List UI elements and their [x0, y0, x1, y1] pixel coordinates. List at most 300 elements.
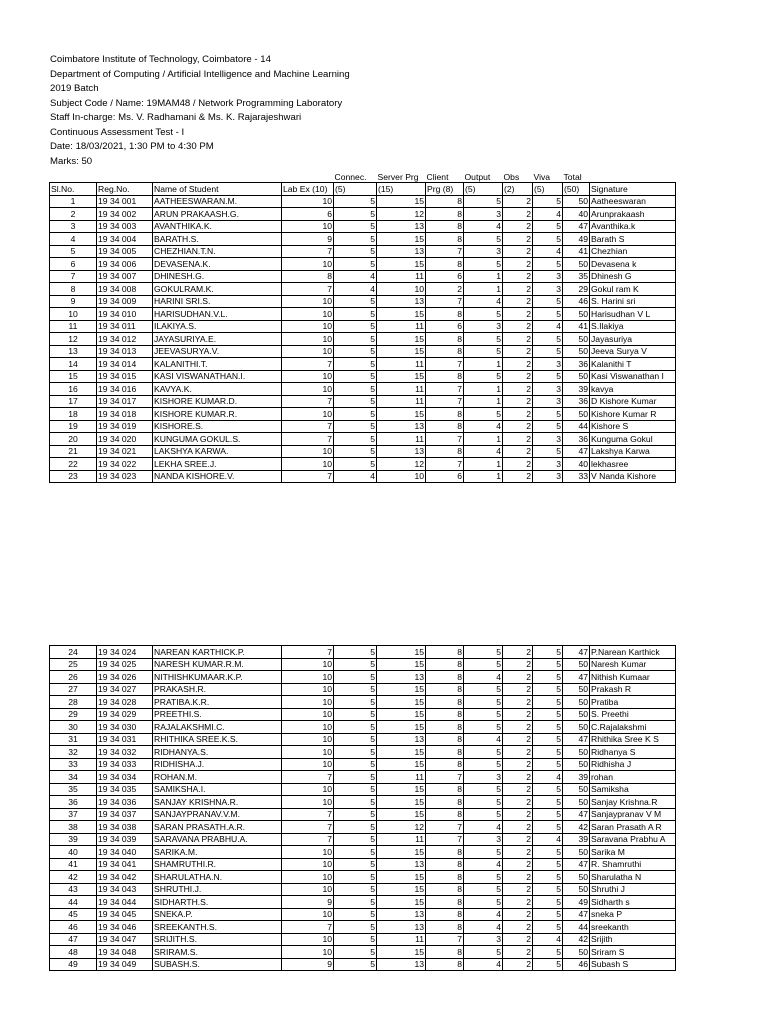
student-row [50, 345, 676, 358]
output-cell: 5 [464, 721, 503, 734]
obs-cell: 2 [503, 208, 533, 221]
sl-no-cell: 6 [50, 258, 97, 271]
student-row [50, 846, 676, 859]
output-cell: 4 [464, 295, 503, 308]
sl-no-cell: 39 [50, 833, 97, 846]
viva-cell: 5 [533, 220, 563, 233]
reg-no-cell: 19 34 017 [97, 395, 153, 408]
header-server-prg: Server Prg [377, 173, 419, 182]
viva-cell: 5 [533, 883, 563, 896]
signature-cell: Kasi Viswanathan I [590, 370, 676, 383]
signature-cell: D Kishore Kumar [590, 395, 676, 408]
connec-cell: 5 [334, 771, 377, 784]
client-prg-cell: 8 [426, 946, 464, 959]
student-name-cell: CHEZHIAN.T.N. [153, 245, 282, 258]
test-line: Continuous Assessment Test - I [50, 126, 185, 138]
signature-cell: Ridhisha J [590, 758, 676, 771]
sl-no-cell: 38 [50, 821, 97, 834]
viva-cell: 5 [533, 295, 563, 308]
viva-cell: 5 [533, 370, 563, 383]
obs-cell: 2 [503, 258, 533, 271]
lab-ex-cell: 10 [282, 333, 334, 346]
student-name-cell: SNEKA.P. [153, 908, 282, 921]
total-cell: 50 [563, 408, 590, 421]
student-row [50, 808, 676, 821]
connec-cell: 5 [334, 808, 377, 821]
server-prg-cell: 15 [377, 683, 426, 696]
viva-cell: 5 [533, 646, 563, 659]
viva-cell: 5 [533, 796, 563, 809]
reg-no-cell: 19 34 007 [97, 270, 153, 283]
server-prg-cell: 13 [377, 220, 426, 233]
signature-cell: Jayasuriya [590, 333, 676, 346]
viva-cell: 5 [533, 896, 563, 909]
client-prg-cell: 8 [426, 708, 464, 721]
student-row [50, 746, 676, 759]
viva-cell: 3 [533, 270, 563, 283]
client-prg-cell: 8 [426, 921, 464, 934]
student-row [50, 370, 676, 383]
connec-cell: 5 [334, 320, 377, 333]
connec-cell: 5 [334, 308, 377, 321]
student-name-cell: SUBASH.S. [153, 958, 282, 971]
server-prg-cell: 15 [377, 345, 426, 358]
viva-cell: 5 [533, 696, 563, 709]
reg-no-cell: 19 34 011 [97, 320, 153, 333]
obs-cell: 2 [503, 658, 533, 671]
marks-line: Marks: 50 [50, 155, 93, 167]
obs-cell: 2 [503, 746, 533, 759]
lab-ex-cell: 7 [282, 433, 334, 446]
obs-cell: 2 [503, 683, 533, 696]
viva-cell: 4 [533, 771, 563, 784]
client-prg-cell: 7 [426, 295, 464, 308]
server-prg-cell: 12 [377, 208, 426, 221]
student-row [50, 796, 676, 809]
total-cell: 39 [563, 383, 590, 396]
student-name-cell: NAREAN KARTHICK.P. [153, 646, 282, 659]
total-cell: 47 [563, 445, 590, 458]
sl-no-cell: 3 [50, 220, 97, 233]
obs-cell: 2 [503, 921, 533, 934]
student-row [50, 258, 676, 271]
signature-cell: Dhinesh G [590, 270, 676, 283]
server-prg-cell: 15 [377, 883, 426, 896]
student-name-cell: LAKSHYA KARWA. [153, 445, 282, 458]
obs-cell: 2 [503, 646, 533, 659]
obs-cell: 2 [503, 946, 533, 959]
lab-ex-cell: 7 [282, 771, 334, 784]
output-cell: 5 [464, 658, 503, 671]
output-cell: 5 [464, 258, 503, 271]
total-cell: 47 [563, 808, 590, 821]
reg-no-cell: 19 34 021 [97, 445, 153, 458]
reg-no-cell: 19 34 038 [97, 821, 153, 834]
sl-no-cell: 12 [50, 333, 97, 346]
student-row [50, 733, 676, 746]
reg-no-cell: 19 34 049 [97, 958, 153, 971]
reg-no-cell: 19 34 044 [97, 896, 153, 909]
sl-no-cell: 15 [50, 370, 97, 383]
sl-no-cell: 5 [50, 245, 97, 258]
server-prg-cell: 11 [377, 771, 426, 784]
obs-cell: 2 [503, 245, 533, 258]
sl-no-cell: 21 [50, 445, 97, 458]
connec-cell: 5 [334, 846, 377, 859]
viva-cell: 5 [533, 946, 563, 959]
total-cell: 41 [563, 320, 590, 333]
sl-no-cell: 9 [50, 295, 97, 308]
header-reg-no: Reg.No. [97, 183, 153, 196]
viva-cell: 3 [533, 470, 563, 483]
client-prg-cell: 8 [426, 783, 464, 796]
lab-ex-cell: 7 [282, 395, 334, 408]
lab-ex-cell: 10 [282, 733, 334, 746]
student-name-cell: RAJALAKSHMI.C. [153, 721, 282, 734]
total-cell: 44 [563, 921, 590, 934]
client-prg-cell: 8 [426, 208, 464, 221]
signature-cell: Naresh Kumar [590, 658, 676, 671]
obs-cell: 2 [503, 345, 533, 358]
header-reg-no [97, 173, 153, 183]
client-prg-cell: 7 [426, 833, 464, 846]
total-cell: 50 [563, 721, 590, 734]
student-name-cell: LEKHA SREE.J. [153, 458, 282, 471]
lab-ex-cell: 7 [282, 808, 334, 821]
server-prg-cell: 11 [377, 395, 426, 408]
server-prg-cell: 15 [377, 333, 426, 346]
connec-cell: 5 [334, 871, 377, 884]
student-row [50, 946, 676, 959]
student-row [50, 758, 676, 771]
column-header-row [50, 183, 676, 196]
signature-cell: Gokul ram K [590, 283, 676, 296]
obs-cell: 2 [503, 233, 533, 246]
total-cell: 42 [563, 933, 590, 946]
server-prg-cell: 15 [377, 708, 426, 721]
client-prg-cell: 8 [426, 958, 464, 971]
lab-ex-cell: 10 [282, 445, 334, 458]
output-cell: 5 [464, 696, 503, 709]
obs-cell: 2 [503, 958, 533, 971]
student-row [50, 783, 676, 796]
connec-cell: 5 [334, 696, 377, 709]
signature-cell: V Nanda Kishore [590, 470, 676, 483]
client-prg-cell: 7 [426, 771, 464, 784]
reg-no-cell: 19 34 013 [97, 345, 153, 358]
connec-cell: 5 [334, 796, 377, 809]
marks-table-page-1 [49, 173, 676, 483]
student-name-cell: GOKULRAM.K. [153, 283, 282, 296]
obs-cell: 2 [503, 808, 533, 821]
reg-no-cell: 19 34 022 [97, 458, 153, 471]
header-client-prg: Client [426, 173, 449, 182]
server-prg-cell: 15 [377, 946, 426, 959]
lab-ex-cell: 10 [282, 696, 334, 709]
reg-no-cell: 19 34 015 [97, 370, 153, 383]
total-cell: 49 [563, 233, 590, 246]
obs-cell: 2 [503, 470, 533, 483]
header-signature: Signature [590, 183, 676, 196]
sl-no-cell: 46 [50, 921, 97, 934]
signature-cell: Samiksha [590, 783, 676, 796]
server-prg-cell: 13 [377, 733, 426, 746]
student-name-cell: RIDHISHA.J. [153, 758, 282, 771]
connec-cell: 5 [334, 245, 377, 258]
lab-ex-cell: 10 [282, 871, 334, 884]
total-cell: 50 [563, 846, 590, 859]
obs-cell: 2 [503, 708, 533, 721]
reg-no-cell: 19 34 030 [97, 721, 153, 734]
student-row [50, 433, 676, 446]
student-row [50, 821, 676, 834]
sl-no-cell: 16 [50, 383, 97, 396]
sl-no-cell: 32 [50, 746, 97, 759]
student-row [50, 220, 676, 233]
total-cell: 47 [563, 220, 590, 233]
server-prg-cell: 15 [377, 370, 426, 383]
connec-cell: 5 [334, 295, 377, 308]
batch-line: 2019 Batch [50, 83, 99, 94]
total-cell: 50 [563, 746, 590, 759]
signature-cell: Srijith [590, 933, 676, 946]
viva-cell: 4 [533, 245, 563, 258]
viva-cell: 5 [533, 858, 563, 871]
student-name-cell: AVANTHIKA.K. [153, 220, 282, 233]
output-cell: 3 [464, 245, 503, 258]
total-cell: 44 [563, 420, 590, 433]
total-cell: 46 [563, 295, 590, 308]
obs-cell: 2 [503, 270, 533, 283]
client-prg-cell: 7 [426, 933, 464, 946]
server-prg-cell: 10 [377, 470, 426, 483]
client-prg-cell: 8 [426, 445, 464, 458]
server-prg-cell: 11 [377, 358, 426, 371]
header-viva: Viva [533, 173, 551, 182]
client-prg-cell: 8 [426, 671, 464, 684]
student-name-cell: PREETHI.S. [153, 708, 282, 721]
sl-no-cell: 4 [50, 233, 97, 246]
reg-no-cell: 19 34 042 [97, 871, 153, 884]
obs-cell: 2 [503, 383, 533, 396]
student-row [50, 683, 676, 696]
reg-no-cell: 19 34 012 [97, 333, 153, 346]
reg-no-cell: 19 34 019 [97, 420, 153, 433]
student-row [50, 858, 676, 871]
reg-no-cell: 19 34 002 [97, 208, 153, 221]
connec-cell: 5 [334, 908, 377, 921]
viva-cell: 5 [533, 345, 563, 358]
sl-no-cell: 28 [50, 696, 97, 709]
obs-cell: 2 [503, 733, 533, 746]
student-name-cell: HARISUDHAN.V.L. [153, 308, 282, 321]
lab-ex-cell: 10 [282, 408, 334, 421]
sl-no-cell: 17 [50, 395, 97, 408]
student-name-cell: KALANITHI.T. [153, 358, 282, 371]
lab-ex-cell: 10 [282, 758, 334, 771]
obs-cell: 2 [503, 370, 533, 383]
sl-no-cell: 26 [50, 671, 97, 684]
output-cell: 5 [464, 333, 503, 346]
student-row [50, 233, 676, 246]
lab-ex-cell: 10 [282, 858, 334, 871]
output-cell: 1 [464, 458, 503, 471]
obs-cell: 2 [503, 358, 533, 371]
client-prg-cell: 8 [426, 258, 464, 271]
student-name-cell: ILAKIYA.S. [153, 320, 282, 333]
client-prg-cell: 8 [426, 420, 464, 433]
reg-no-cell: 19 34 006 [97, 258, 153, 271]
signature-cell: Sharulatha N [590, 871, 676, 884]
output-cell: 5 [464, 871, 503, 884]
total-cell: 36 [563, 395, 590, 408]
lab-ex-cell: 7 [282, 921, 334, 934]
viva-cell: 5 [533, 195, 563, 208]
reg-no-cell: 19 34 023 [97, 470, 153, 483]
signature-cell: S.Ilakiya [590, 320, 676, 333]
client-prg-cell: 8 [426, 333, 464, 346]
obs-cell: 2 [503, 721, 533, 734]
header-obs: Obs [503, 173, 520, 182]
lab-ex-cell: 10 [282, 721, 334, 734]
reg-no-cell: 19 34 014 [97, 358, 153, 371]
obs-cell: 2 [503, 308, 533, 321]
header-obs: (2) [503, 183, 533, 196]
total-cell: 50 [563, 708, 590, 721]
output-cell: 5 [464, 808, 503, 821]
student-row [50, 958, 676, 971]
reg-no-cell: 19 34 041 [97, 858, 153, 871]
student-row [50, 358, 676, 371]
lab-ex-cell: 10 [282, 708, 334, 721]
viva-cell: 4 [533, 320, 563, 333]
header-sl-no [50, 173, 97, 183]
reg-no-cell: 19 34 020 [97, 433, 153, 446]
lab-ex-cell: 10 [282, 783, 334, 796]
viva-cell: 5 [533, 808, 563, 821]
connec-cell: 5 [334, 858, 377, 871]
viva-cell: 5 [533, 708, 563, 721]
server-prg-cell: 15 [377, 195, 426, 208]
client-prg-cell: 8 [426, 696, 464, 709]
reg-no-cell: 19 34 024 [97, 646, 153, 659]
header-lab-ex [282, 173, 334, 183]
viva-cell: 5 [533, 233, 563, 246]
server-prg-cell: 15 [377, 896, 426, 909]
output-cell: 5 [464, 683, 503, 696]
signature-cell: Aatheeswaran [590, 195, 676, 208]
obs-cell: 2 [503, 333, 533, 346]
output-cell: 5 [464, 758, 503, 771]
student-row [50, 208, 676, 221]
sl-no-cell: 40 [50, 846, 97, 859]
client-prg-cell: 7 [426, 821, 464, 834]
viva-cell: 5 [533, 671, 563, 684]
student-row [50, 470, 676, 483]
lab-ex-cell: 10 [282, 908, 334, 921]
student-name-cell: SRIRAM.S. [153, 946, 282, 959]
server-prg-cell: 11 [377, 270, 426, 283]
server-prg-cell: 11 [377, 933, 426, 946]
obs-cell: 2 [503, 871, 533, 884]
sl-no-cell: 42 [50, 871, 97, 884]
header-connec: Connec. [334, 173, 367, 182]
student-name-cell: SRIJITH.S. [153, 933, 282, 946]
signature-cell: Kunguma Gokul [590, 433, 676, 446]
sl-no-cell: 2 [50, 208, 97, 221]
total-cell: 50 [563, 683, 590, 696]
connec-cell: 5 [334, 195, 377, 208]
signature-cell: Subash S [590, 958, 676, 971]
sl-no-cell: 30 [50, 721, 97, 734]
client-prg-cell: 6 [426, 270, 464, 283]
signature-cell: rohan [590, 771, 676, 784]
server-prg-cell: 13 [377, 921, 426, 934]
output-cell: 1 [464, 383, 503, 396]
viva-cell: 5 [533, 683, 563, 696]
lab-ex-cell: 10 [282, 746, 334, 759]
student-name-cell: AATHEESWARAN.M. [153, 195, 282, 208]
lab-ex-cell: 10 [282, 345, 334, 358]
signature-cell: Harisudhan V L [590, 308, 676, 321]
output-cell: 5 [464, 946, 503, 959]
student-row [50, 896, 676, 909]
connec-cell: 4 [334, 470, 377, 483]
student-row [50, 458, 676, 471]
lab-ex-cell: 10 [282, 883, 334, 896]
connec-cell: 5 [334, 708, 377, 721]
signature-cell: S. Preethi [590, 708, 676, 721]
department-line: Department of Computing / Artificial Intelligence and Machine Learning [50, 68, 350, 80]
obs-cell: 2 [503, 758, 533, 771]
header-signature [590, 173, 676, 183]
signature-cell: Ridhanya S [590, 746, 676, 759]
student-name-cell: NITHISHKUMAAR.K.P. [153, 671, 282, 684]
viva-cell: 3 [533, 283, 563, 296]
connec-cell: 5 [334, 946, 377, 959]
student-name-cell: SHRUTHI.J. [153, 883, 282, 896]
server-prg-cell: 15 [377, 783, 426, 796]
viva-cell: 5 [533, 871, 563, 884]
connec-cell: 5 [334, 395, 377, 408]
output-cell: 3 [464, 833, 503, 846]
viva-cell: 5 [533, 908, 563, 921]
output-cell: 3 [464, 320, 503, 333]
lab-ex-cell: 10 [282, 258, 334, 271]
reg-no-cell: 19 34 003 [97, 220, 153, 233]
connec-cell: 4 [334, 283, 377, 296]
student-name-cell: JEEVASURYA.V. [153, 345, 282, 358]
student-row [50, 658, 676, 671]
client-prg-cell: 8 [426, 658, 464, 671]
student-row [50, 833, 676, 846]
lab-ex-cell: 7 [282, 283, 334, 296]
total-cell: 50 [563, 195, 590, 208]
sl-no-cell: 25 [50, 658, 97, 671]
reg-no-cell: 19 34 018 [97, 408, 153, 421]
student-row [50, 308, 676, 321]
client-prg-cell: 8 [426, 883, 464, 896]
student-name-cell: NARESH KUMAR.R.M. [153, 658, 282, 671]
total-cell: 47 [563, 908, 590, 921]
connec-cell: 5 [334, 358, 377, 371]
server-prg-cell: 11 [377, 433, 426, 446]
student-name-cell: SARAN PRASATH.A.R. [153, 821, 282, 834]
output-cell: 5 [464, 896, 503, 909]
subject-line: Subject Code / Name: 19MAM48 / Network Programming Laboratory [50, 97, 343, 109]
header-sl-no: Sl.No. [50, 183, 97, 196]
total-cell: 35 [563, 270, 590, 283]
